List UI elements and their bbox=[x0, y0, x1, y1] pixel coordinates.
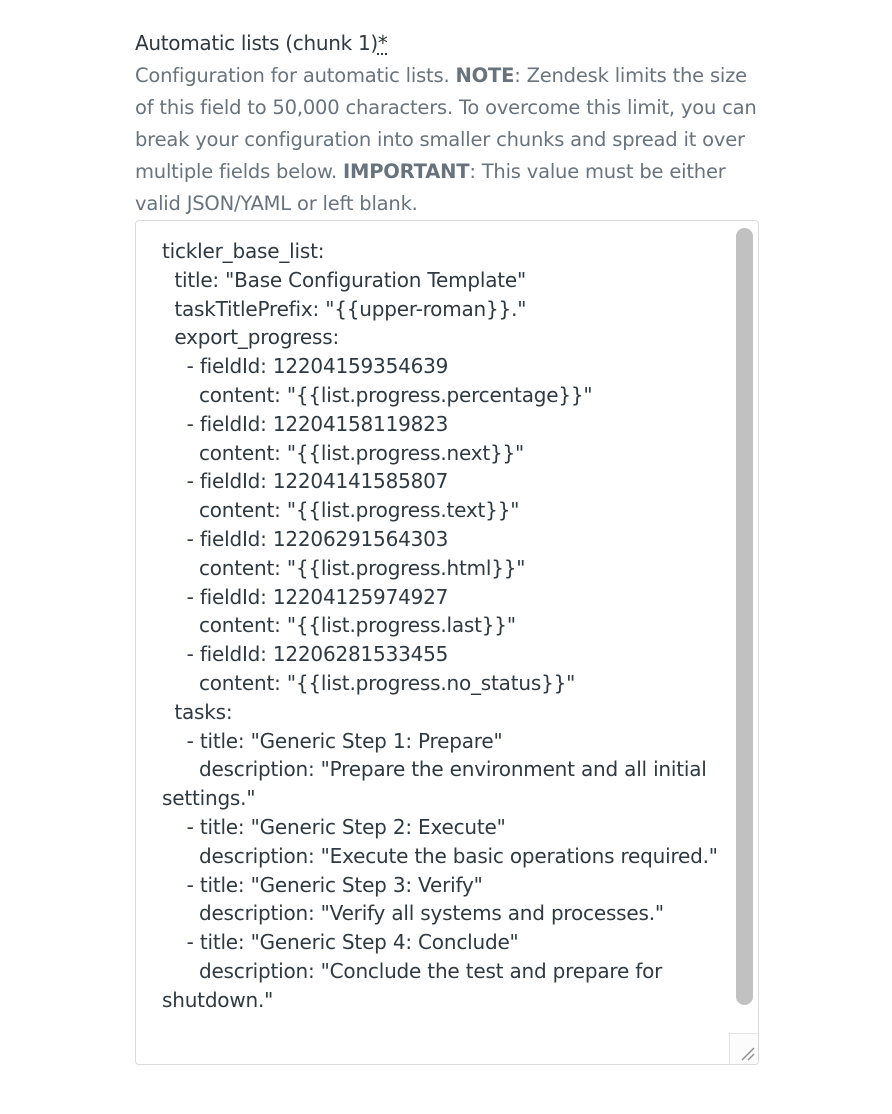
field-label bbox=[135, 31, 388, 55]
config-textarea-value[interactable]: tickler_base_list: title: "Base Configuration Template" taskTitlePrefix: "{{upper-roman}}." export_progress: - fieldId: 12204159354639 content: "{{list.progress.percentage}}" - fieldId: 12204158119823 content: "{{list.progress.next}}" - fieldId: 12204141585807 content: "{{list.progress.text}}" - fieldId: 12206291564303 content: "{{list.progress.html}}" - fieldId: 12204125974927 content: "{{list.progress.last}}" - fieldId: 12206281533455 content: "{{list.progress.no_status}}" tasks: - title: "Generic Step 1: Prepare" description: "Prepare the environment and all initial settings." - title: "Generic Step 2: Execute" description: "Execute the basic operations required." - title: "Generic Step 3: Verify" description: "Verify all systems and processes." - title: "Generic Step 4: Conclude" description: "Conclude the test and prepare for shutdown." bbox=[162, 239, 718, 1012]
config-textarea[interactable] bbox=[135, 220, 759, 1065]
field-label-text: Automatic lists (chunk 1) bbox=[135, 31, 378, 55]
resize-grip-icon[interactable] bbox=[739, 1045, 755, 1061]
hint-note-label: NOTE bbox=[455, 64, 515, 87]
scrollbar-thumb[interactable] bbox=[736, 228, 753, 1005]
scrollbar-corner bbox=[729, 1033, 758, 1064]
vertical-scrollbar[interactable] bbox=[730, 221, 758, 1033]
required-marker: * bbox=[377, 31, 388, 55]
hint-text-intro: Configuration for automatic lists. bbox=[135, 64, 456, 87]
hint-text-note: : Zendesk limits the size of this field to 50,000 characters. To overcome this limit, you can break your configuration into smaller chunks and spread it over multiple fields below. bbox=[135, 64, 757, 183]
automatic-lists-chunk-1-field bbox=[135, 28, 759, 220]
hint-important-label: IMPORTANT bbox=[342, 160, 470, 183]
field-hint bbox=[135, 60, 759, 220]
hint-text-important: : This value must be either valid JSON/YAML or left blank. bbox=[135, 160, 726, 215]
